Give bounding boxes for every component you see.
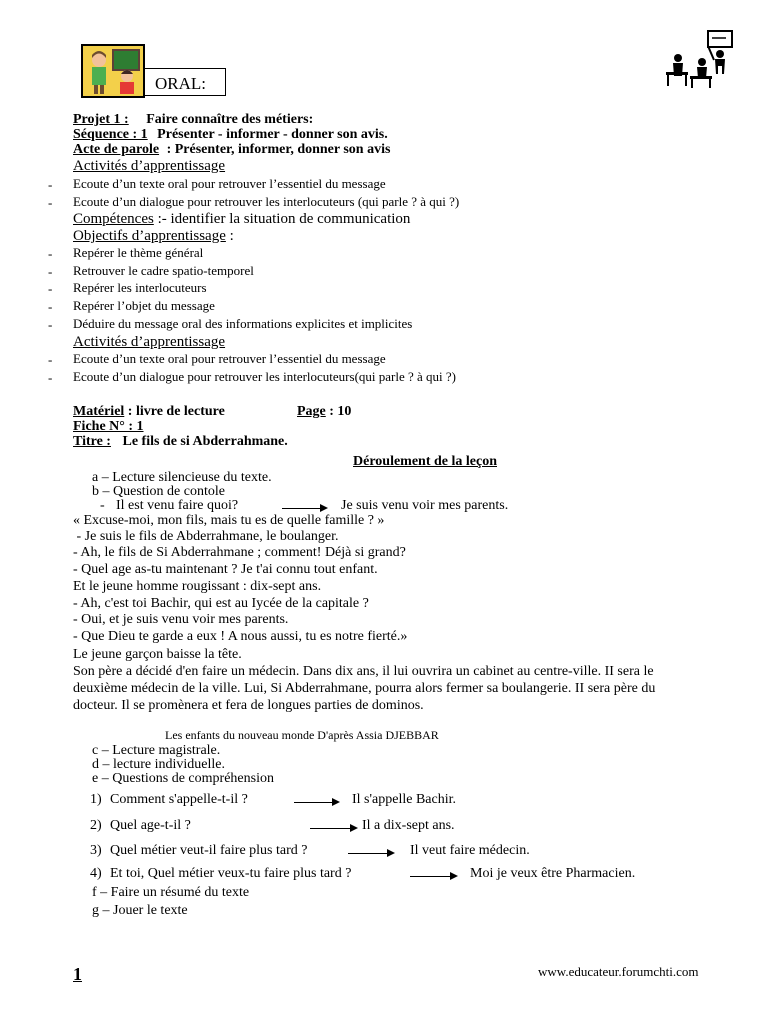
objectif-item-5: Déduire du message oral des informations explicites et implicites — [73, 316, 413, 331]
activites-title-2 — [73, 335, 225, 350]
question-number: 3) — [90, 843, 102, 858]
question-text: Et toi, Quel métier veux-tu faire plus tard ? — [110, 866, 352, 881]
activites1-item-2: Ecoute d’un dialogue pour retrouver les interlocuteurs (qui parle ? à qui ?) — [73, 194, 460, 209]
step-f: f – Faire un résumé du texte — [92, 885, 250, 900]
objectif-item-2: Retrouver le cadre spatio-temporel — [73, 263, 254, 278]
text-line: - Que Dieu te garde a eux ! A nous aussi, tu es notre fierté.» — [73, 629, 408, 644]
page-value: : 10 — [329, 404, 352, 419]
objectifs-colon: : — [225, 228, 234, 244]
footer-website: www.educateur.forumchti.com — [538, 964, 699, 979]
text-line: deuxième médecin de la ville. Lui, Si Abderrahmane, pourra alors fermer sa boulangerie. II sera père du — [73, 681, 656, 696]
step-b: b – Question de contole — [92, 484, 225, 499]
text-line: Le jeune garçon baisse la tête. — [73, 647, 242, 662]
projet-value: Faire connaître des métiers: — [146, 112, 314, 127]
oral-label: ORAL: — [155, 74, 206, 93]
competences-label: Compétences — [73, 211, 154, 227]
step-c: c – Lecture magistrale. — [92, 743, 221, 758]
objectifs-title-text: Objectifs d’apprentissage — [73, 228, 226, 244]
page-label: Page — [297, 404, 326, 419]
acte-label: Acte de parole — [73, 142, 160, 157]
question-answer: Il s'appelle Bachir. — [352, 792, 456, 807]
text-line: - Ah, le fils de Si Abderrahmane ; comment! Déjà si grand? — [73, 545, 406, 560]
control-answer: Je suis venu voir mes parents. — [341, 498, 509, 513]
text-line: docteur. Il se promènera et fera de longues parties de dominos. — [73, 698, 424, 713]
bullet-dash: - — [48, 317, 53, 332]
arrow-right-icon — [282, 508, 326, 509]
question-number: 2) — [90, 818, 102, 833]
objectifs-title — [73, 229, 234, 244]
arrow-right-icon — [348, 853, 393, 854]
page-line — [297, 405, 351, 419]
fiche-line: Fiche N° : 1 — [73, 419, 144, 434]
bullet-dash: - — [48, 352, 53, 367]
bullet-dash: - — [48, 246, 53, 261]
classroom-icon — [662, 28, 734, 90]
text-line: - Oui, et je suis venu voir mes parents. — [73, 612, 289, 627]
materiel-line — [73, 405, 225, 419]
text-line: - Quel age as-tu maintenant ? Je t'ai connu tout enfant. — [73, 562, 378, 577]
text-line: « Excuse-moi, mon fils, mais tu es de quelle famille ? » — [73, 513, 385, 528]
question-answer: Moi je veux être Pharmacien. — [470, 866, 636, 881]
projet-label: Projet 1 : — [73, 112, 129, 127]
objectif-item-1: Repérer le thème général — [73, 245, 204, 260]
control-question: Il est venu faire quoi? — [116, 498, 239, 513]
activites1-item-1: Ecoute d’un texte oral pour retrouver l’essentiel du message — [73, 176, 386, 191]
bullet-dash: - — [48, 370, 53, 385]
objectif-item-4: Repérer l’objet du message — [73, 298, 215, 313]
competences-line — [73, 212, 410, 227]
bullet-dash: - — [48, 264, 53, 279]
sequence-label: Séquence : 1 — [73, 127, 148, 142]
titre-line — [73, 435, 288, 449]
text-line: - Je suis le fils de Abderrahmane, le boulanger. — [73, 529, 339, 544]
acte-line — [73, 143, 390, 157]
question-number: 4) — [90, 866, 102, 881]
bullet-dash: - — [48, 177, 53, 192]
text-line: Son père a décidé d'en faire un médecin. Dans dix ans, il lui ouvrira un cabinet au centre-ville. II sera le — [73, 664, 654, 679]
teacher-illustration — [81, 44, 145, 98]
text-line: - Ah, c'est toi Bachir, qui est au Iycée de la capitale ? — [73, 596, 369, 611]
sequence-value: Présenter - informer - donner son avis. — [157, 127, 388, 142]
arrow-right-icon — [310, 828, 356, 829]
bullet-dash: - — [48, 195, 53, 210]
arrow-right-icon — [294, 802, 338, 803]
step-d: d – lecture individuelle. — [92, 757, 225, 772]
text-source: Les enfants du nouveau monde D'après Assia DJEBBAR — [165, 728, 439, 742]
step-a: a – Lecture silencieuse du texte. — [92, 470, 272, 485]
titre-value: Le fils de si Abderrahmane. — [122, 434, 288, 449]
page-number: 1 — [73, 964, 82, 984]
question-text: Comment s'appelle-t-il ? — [110, 792, 248, 807]
bullet-dash: - — [48, 299, 53, 314]
objectif-item-3: Repérer les interlocuteurs — [73, 280, 207, 295]
activites-title-text-1: Activités d’apprentissage — [73, 158, 226, 174]
activites2-item-1: Ecoute d’un texte oral pour retrouver l’essentiel du message — [73, 351, 386, 366]
materiel-value: : livre de lecture — [127, 404, 225, 419]
question-answer: Il veut faire médecin. — [410, 843, 530, 858]
step-g: g – Jouer le texte — [92, 903, 188, 918]
deroulement-title: Déroulement de la leçon — [353, 454, 497, 469]
question-number: 1) — [90, 792, 102, 807]
activites2-item-2: Ecoute d’un dialogue pour retrouver les interlocuteurs(qui parle ? à qui ?) — [73, 369, 456, 384]
arrow-right-icon — [410, 876, 456, 877]
competences-value: :- identifier la situation de communication — [157, 211, 411, 227]
control-question-dash: - — [100, 498, 105, 513]
activites-title-1 — [73, 159, 225, 174]
bullet-dash: - — [48, 281, 53, 296]
oral-label-box — [144, 68, 226, 96]
acte-value: : Présenter, informer, donner son avis — [166, 142, 391, 157]
materiel-label: Matériel — [73, 404, 125, 419]
titre-label: Titre : — [73, 434, 111, 449]
activites-title-text-2: Activités d’apprentissage — [73, 334, 226, 350]
question-answer: Il a dix-sept ans. — [362, 818, 455, 833]
step-e: e – Questions de compréhension — [92, 771, 274, 786]
question-text: Quel age-t-il ? — [110, 818, 191, 833]
question-text: Quel métier veut-il faire plus tard ? — [110, 843, 308, 858]
teacher-student-icon — [83, 46, 143, 96]
text-line: Et le jeune homme rougissant : dix-sept ans. — [73, 579, 322, 594]
sequence-line — [73, 128, 388, 142]
projet-line — [73, 113, 313, 127]
